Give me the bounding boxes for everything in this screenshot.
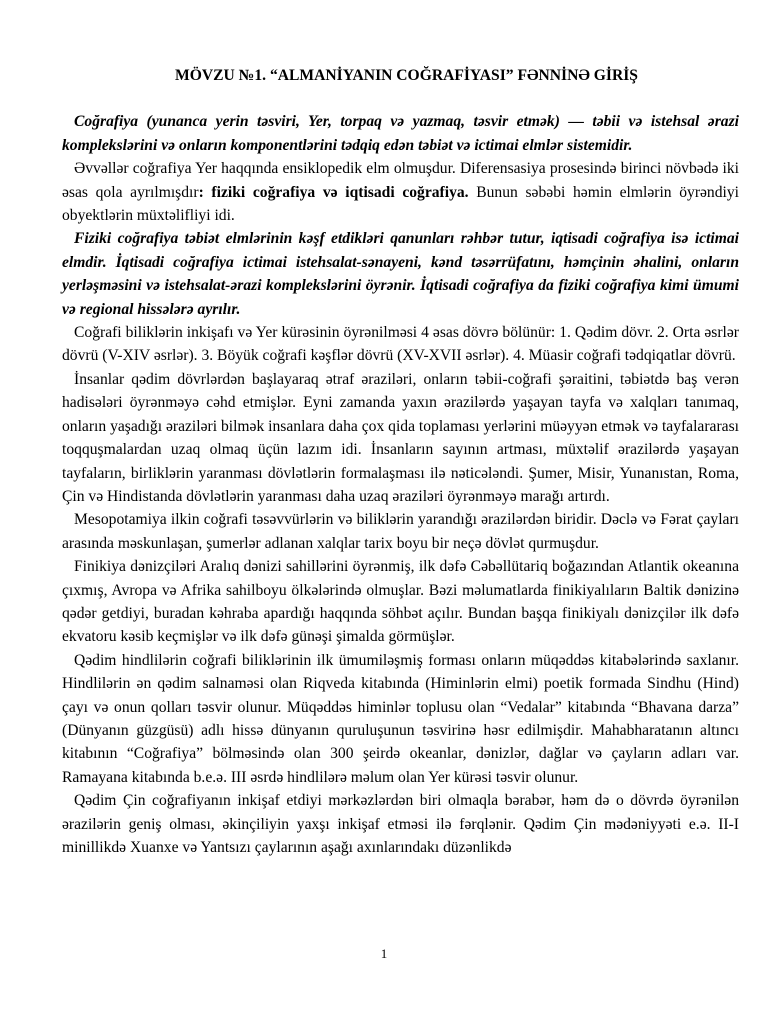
paragraph bbox=[62, 508, 739, 555]
paragraph-text: İnsanlar qədim dövrlərdən başlayaraq ətraf əraziləri, onların təbii-coğrafi şəraitini, təbiətdə baş verən hadisələri öyrənməyə cəhd etmişlər. Eyni zamanda yaxın ərazilərdə yaşayan tayfa və xalqları tanımaq, onların yaşadığı əraziləri bilmək insanlara daha çox qida toplaması yerlərini müəyyən etmək və tayfalararası toqquşmalardan uzaq olmaq üçün lazım idi. İnsanların sayının artması, müxtəlif ərazilərdə yaşayan tayfaların, birliklərin yaranması dövlətlərin formalaşması ilə nəticələndi. Şumer, Misir, Yunanıstan, Roma, Çin və Hindistanda dövlətlərin yaranması daha uzaq əraziləri öyrənməyə marağı artırdı. bbox=[62, 370, 739, 505]
paragraph-text: Bunun səbəbi həmin elmlərin öyrəndiyi obyektlərin müxtəlifliyi idi. bbox=[62, 183, 739, 225]
paragraph bbox=[62, 321, 739, 368]
paragraph bbox=[62, 110, 739, 157]
page-number: 1 bbox=[380, 946, 388, 961]
paragraph-text: Fiziki coğrafiya təbiət elmlərinin kəşf etdikləri qanunları rəhbər tutur, iqtisadi coğrafiya isə ictimai elmdir. İqtisadi coğrafiya ictimai istehsalat-sənayeni, kənd təsərrüfatını, həmçinin əhalini, onların yerləşməsini və istehsalat-ərazi komplekslərini öyrənir. İqtisadi coğrafiya da fiziki coğrafiya kimi ümumi və regional hissələrə ayrılır. bbox=[62, 230, 739, 318]
paragraph-text: Coğrafi biliklərin inkişafı və Yer kürəsinin öyrənilməsi 4 əsas dövrə bölünür: 1. Qədim dövr. 2. Orta əsrlər dövrü (V-XIV əsrlər). 3. Böyük coğrafi kəşflər dövrü (XV-XVII əsrlər). 4. Müasir coğrafi tədqiqatlar dövrü. bbox=[62, 324, 739, 365]
paragraph bbox=[62, 649, 739, 789]
paragraph bbox=[62, 555, 739, 649]
document-page bbox=[62, 64, 739, 859]
paragraph-text: Əvvəllər coğrafiya Yer haqqında ensiklopedik elm olmuşdur. Diferensasiya prosesində birinci növbədə iki əsas qola ayrılmışdır bbox=[62, 160, 739, 201]
paragraph bbox=[62, 157, 739, 227]
paragraph bbox=[62, 368, 739, 508]
paragraph-text: : fiziki coğrafiya və iqtisadi coğrafiya. bbox=[198, 183, 469, 201]
paragraph-text: Coğrafiya (yunanca yerin təsviri, Yer, torpaq və yazmaq, təsvir etmək) — təbii və istehsal ərazi komplekslərini və onların komponentlərini tədqiq edən təbiət və ictimai elmlər sistemidir. bbox=[62, 113, 739, 154]
document-title: MÖVZU №1. “ALMANİYANIN COĞRAFİYASI” FƏNNİNƏ GİRİŞ bbox=[175, 67, 638, 84]
document-body bbox=[62, 110, 739, 859]
paragraph bbox=[62, 789, 739, 859]
paragraph bbox=[62, 227, 739, 321]
paragraph-text: Qədim hindlilərin coğrafi biliklərinin ilk ümumiləşmiş forması onların müqəddəs kitabələrində saxlanır. Hindlilərin ən qədim salnaməsi olan Riqveda kitabında (Himinlərin elmi) poetik formada Sindhu (Hind) çayı və onun qolları təsvir olunur. Müqəddəs himinlər toplusu olan “Vedalar” kitabında “Bhavana darza” (Dünyanın güzgüsü) adlı hissə dünyanın quruluşunun təsvirinə həsr edilmişdir. Mahabharatanın altıncı kitabının “Coğrafiya” bölməsində olan 300 şeirdə okeanlar, dənizlər, dağlar və çayların adları var. Ramayana kitabında b.e.ə. III əsrdə hindlilərə məlum olan Yer kürəsi təsvir olunur. bbox=[62, 651, 739, 786]
paragraph-text: Finikiya dənizçiləri Aralıq dənizi sahillərini öyrənmiş, ilk dəfə Cəbəllütariq boğazından Atlantik okeanına çıxmış, Avropa və Afrika sahilboyu ölkələrində olmuşlar. Bəzi məlumatlarda finikiyalıların Baltik dənizinə qədər getdiyi, buradan kəhraba apardığı haqqında söhbət açılır. Bundan başqa finikiyalı dənizçilər ilk dəfə ekvatoru kəsib keçmişlər və ilk dəfə günəşi şimalda görmüşlər. bbox=[62, 558, 739, 646]
paragraph-text: Mesopotamiya ilkin coğrafi təsəvvürlərin və biliklərin yarandığı ərazilərdən biridir. Dəclə və Fərat çayları arasında məskunlaşan, şumerlər adlanan xalqlar tarix boyu bir neçə dövlət qurmuşdur. bbox=[62, 511, 739, 552]
paragraph-text: Qədim Çin coğrafiyanın inkişaf etdiyi mərkəzlərdən biri olmaqla bərabər, həm də o dövrdə öyrənilən ərazilərin geniş olması, əkinçiliyin yaxşı inkişaf etməsi ilə fərqlənir. Qədim Çin mədəniyyəti e.ə. II-I minillikdə Xuanxe və Yantsızı çaylarının aşağı axınlarındakı düzənlikdə bbox=[62, 792, 739, 856]
